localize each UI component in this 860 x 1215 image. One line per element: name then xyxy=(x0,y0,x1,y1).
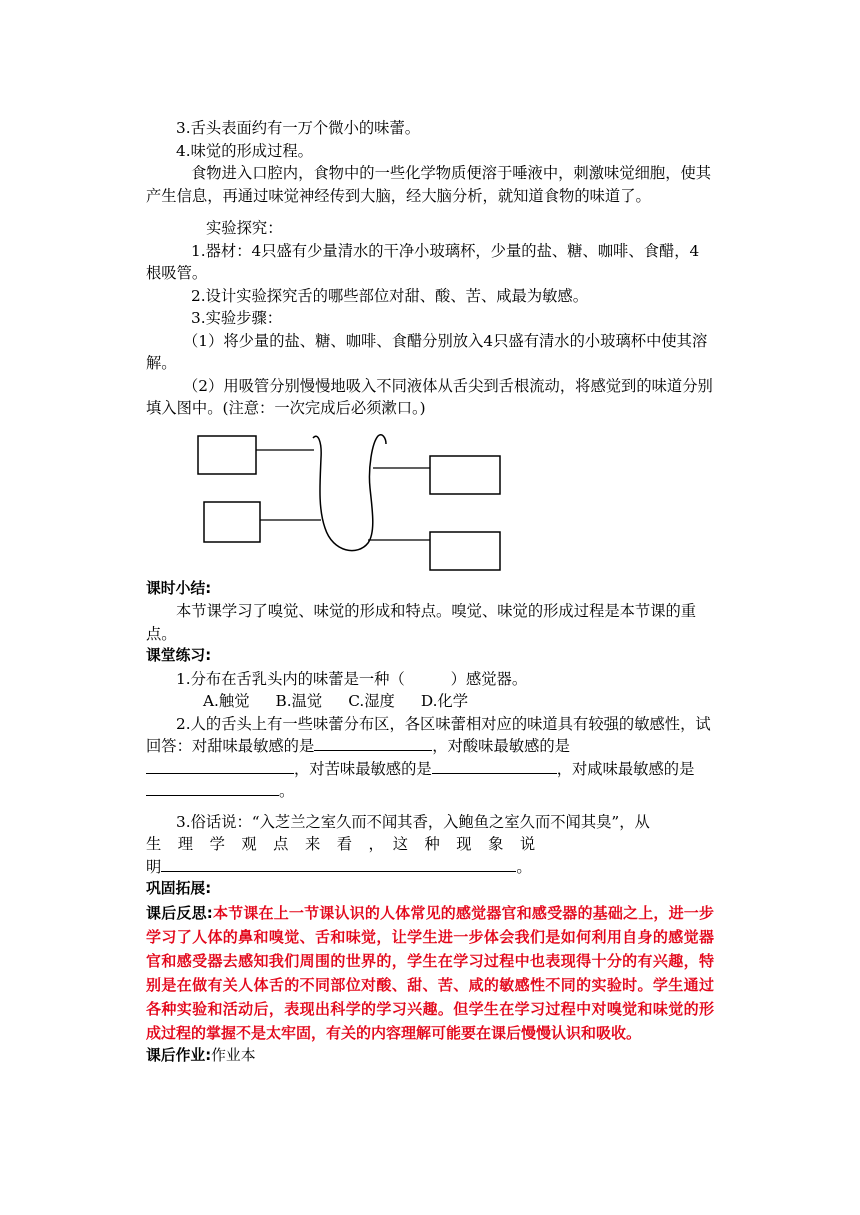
option-d: D.化学 xyxy=(420,692,469,710)
paragraph-taste-process: 食物进入口腔内，食物中的一些化学物质便溶于唾液中，刺激味觉细胞，使其产生信息，再通过味觉神经传到大脑，经大脑分析，就知道食物的味道了。 xyxy=(146,164,712,205)
question-2 xyxy=(146,713,714,803)
answer-blank-explanation[interactable] xyxy=(161,856,516,872)
answer-blank-sour[interactable] xyxy=(146,758,294,774)
extension-heading: 巩固拓展: xyxy=(146,880,212,897)
question-1: 1.分布在舌乳头内的味蕾是一种（ ）感觉器。 xyxy=(176,669,528,688)
summary-heading: 课时小结: xyxy=(146,579,212,597)
reflection-text: 本节课在上一节课认识的人体常见的感觉器官和感受器的基础之上，进一步学习了人体的鼻和嗅觉、舌和味觉，让学生进一步体会我们是如何利用自身的感觉器官和感受器去感知我们周围的世界的，学生在学习过程中也表现得十分的有兴趣，特别是在做有关人体舌的不同部位对酸、甜、苦、咸的敏感性不同的实验时。学生通过各种实验和活动后，表现出科学的学习兴趣。但学生在学习过程中对嗅觉和味觉的形成过程的掌握不是太牢固，有关的内容理解可能要在课后慢慢认识和吸收。 xyxy=(146,903,714,1042)
question-2-part-b: ，对酸味最敏感的是 xyxy=(432,737,570,755)
text-line-step-2: （2）用吸管分别慢慢地吸入不同液体从舌尖到舌根流动，将感觉到的味道分别填入图中。(注意：一次完成后必须漱口。) xyxy=(146,376,713,417)
question-1-options xyxy=(146,690,714,713)
answer-box-top-left xyxy=(198,436,256,474)
reflection-paragraph xyxy=(146,901,714,1045)
text-line-steps: 3.实验步骤： xyxy=(191,309,283,327)
answer-box-bottom-right xyxy=(430,532,500,570)
question-2-part-a: 2.人的舌头上有一些味蕾分布区，各区味蕾相对应的味道具有较强的敏感性，试回答：对甜味最敏感的是 xyxy=(146,714,711,755)
tongue-outline xyxy=(313,434,386,550)
tongue-diagram-svg xyxy=(190,428,510,578)
homework-heading: 课后作业: xyxy=(146,1046,212,1064)
homework-line xyxy=(146,1045,714,1068)
answer-blank-salty[interactable] xyxy=(146,780,279,796)
question-3-line-2: 生 理 学 观 点 来 看 ， 这 种 现 象 说 xyxy=(146,835,536,853)
option-b: B.温觉 xyxy=(275,692,323,710)
option-a: A.触觉 xyxy=(203,692,250,710)
question-3-line-1: 3.俗话说：“入芝兰之室久而不闻其香，入鲍鱼之室久而不闻其臭”，从 xyxy=(176,812,650,831)
question-3-part-c: 明 xyxy=(146,857,162,876)
tongue-diagram xyxy=(190,428,510,578)
question-2-part-c: ，对苦味最敏感的是 xyxy=(294,759,432,778)
answer-box-top-right xyxy=(430,456,500,494)
text-line-taste-buds: 3.舌头表面约有一万个微小的味蕾。 xyxy=(176,119,421,137)
question-2-part-d: ，对咸味最敏感的是 xyxy=(556,759,695,778)
text-line-materials: 1.器材：4只盛有少量清水的干净小玻璃杯，少量的盐、糖、咖啡、食醋，4根吸管。 xyxy=(146,241,700,282)
text-line-step-1: （1）将少量的盐、糖、咖啡、食醋分别放入4只盛有清水的小玻璃杯中使其溶解。 xyxy=(146,331,708,372)
answer-blank-bitter[interactable] xyxy=(432,758,557,774)
summary-text: 本节课学习了嗅觉、味觉的形成和特点。嗅觉、味觉的形成过程是本节课的重点。 xyxy=(146,602,697,643)
text-line-taste-formation: 4.味觉的形成过程。 xyxy=(176,141,313,160)
question-3-line-3 xyxy=(146,856,714,879)
answer-box-bottom-left xyxy=(204,502,260,542)
question-3-part-d: 。 xyxy=(516,857,532,876)
homework-text: 作业本 xyxy=(211,1046,256,1064)
answer-blank-sweet[interactable] xyxy=(314,735,432,751)
option-c: C.湿度 xyxy=(348,692,395,710)
reflection-heading: 课后反思: xyxy=(146,903,213,922)
document-content xyxy=(146,117,714,1067)
practice-heading: 课堂练习: xyxy=(146,647,212,664)
text-line-design: 2.设计实验探究舌的哪些部位对甜、酸、苦、咸最为敏感。 xyxy=(191,286,589,305)
text-line-experiment: 实验探究： xyxy=(206,219,283,237)
question-2-part-e: 。 xyxy=(279,782,295,800)
